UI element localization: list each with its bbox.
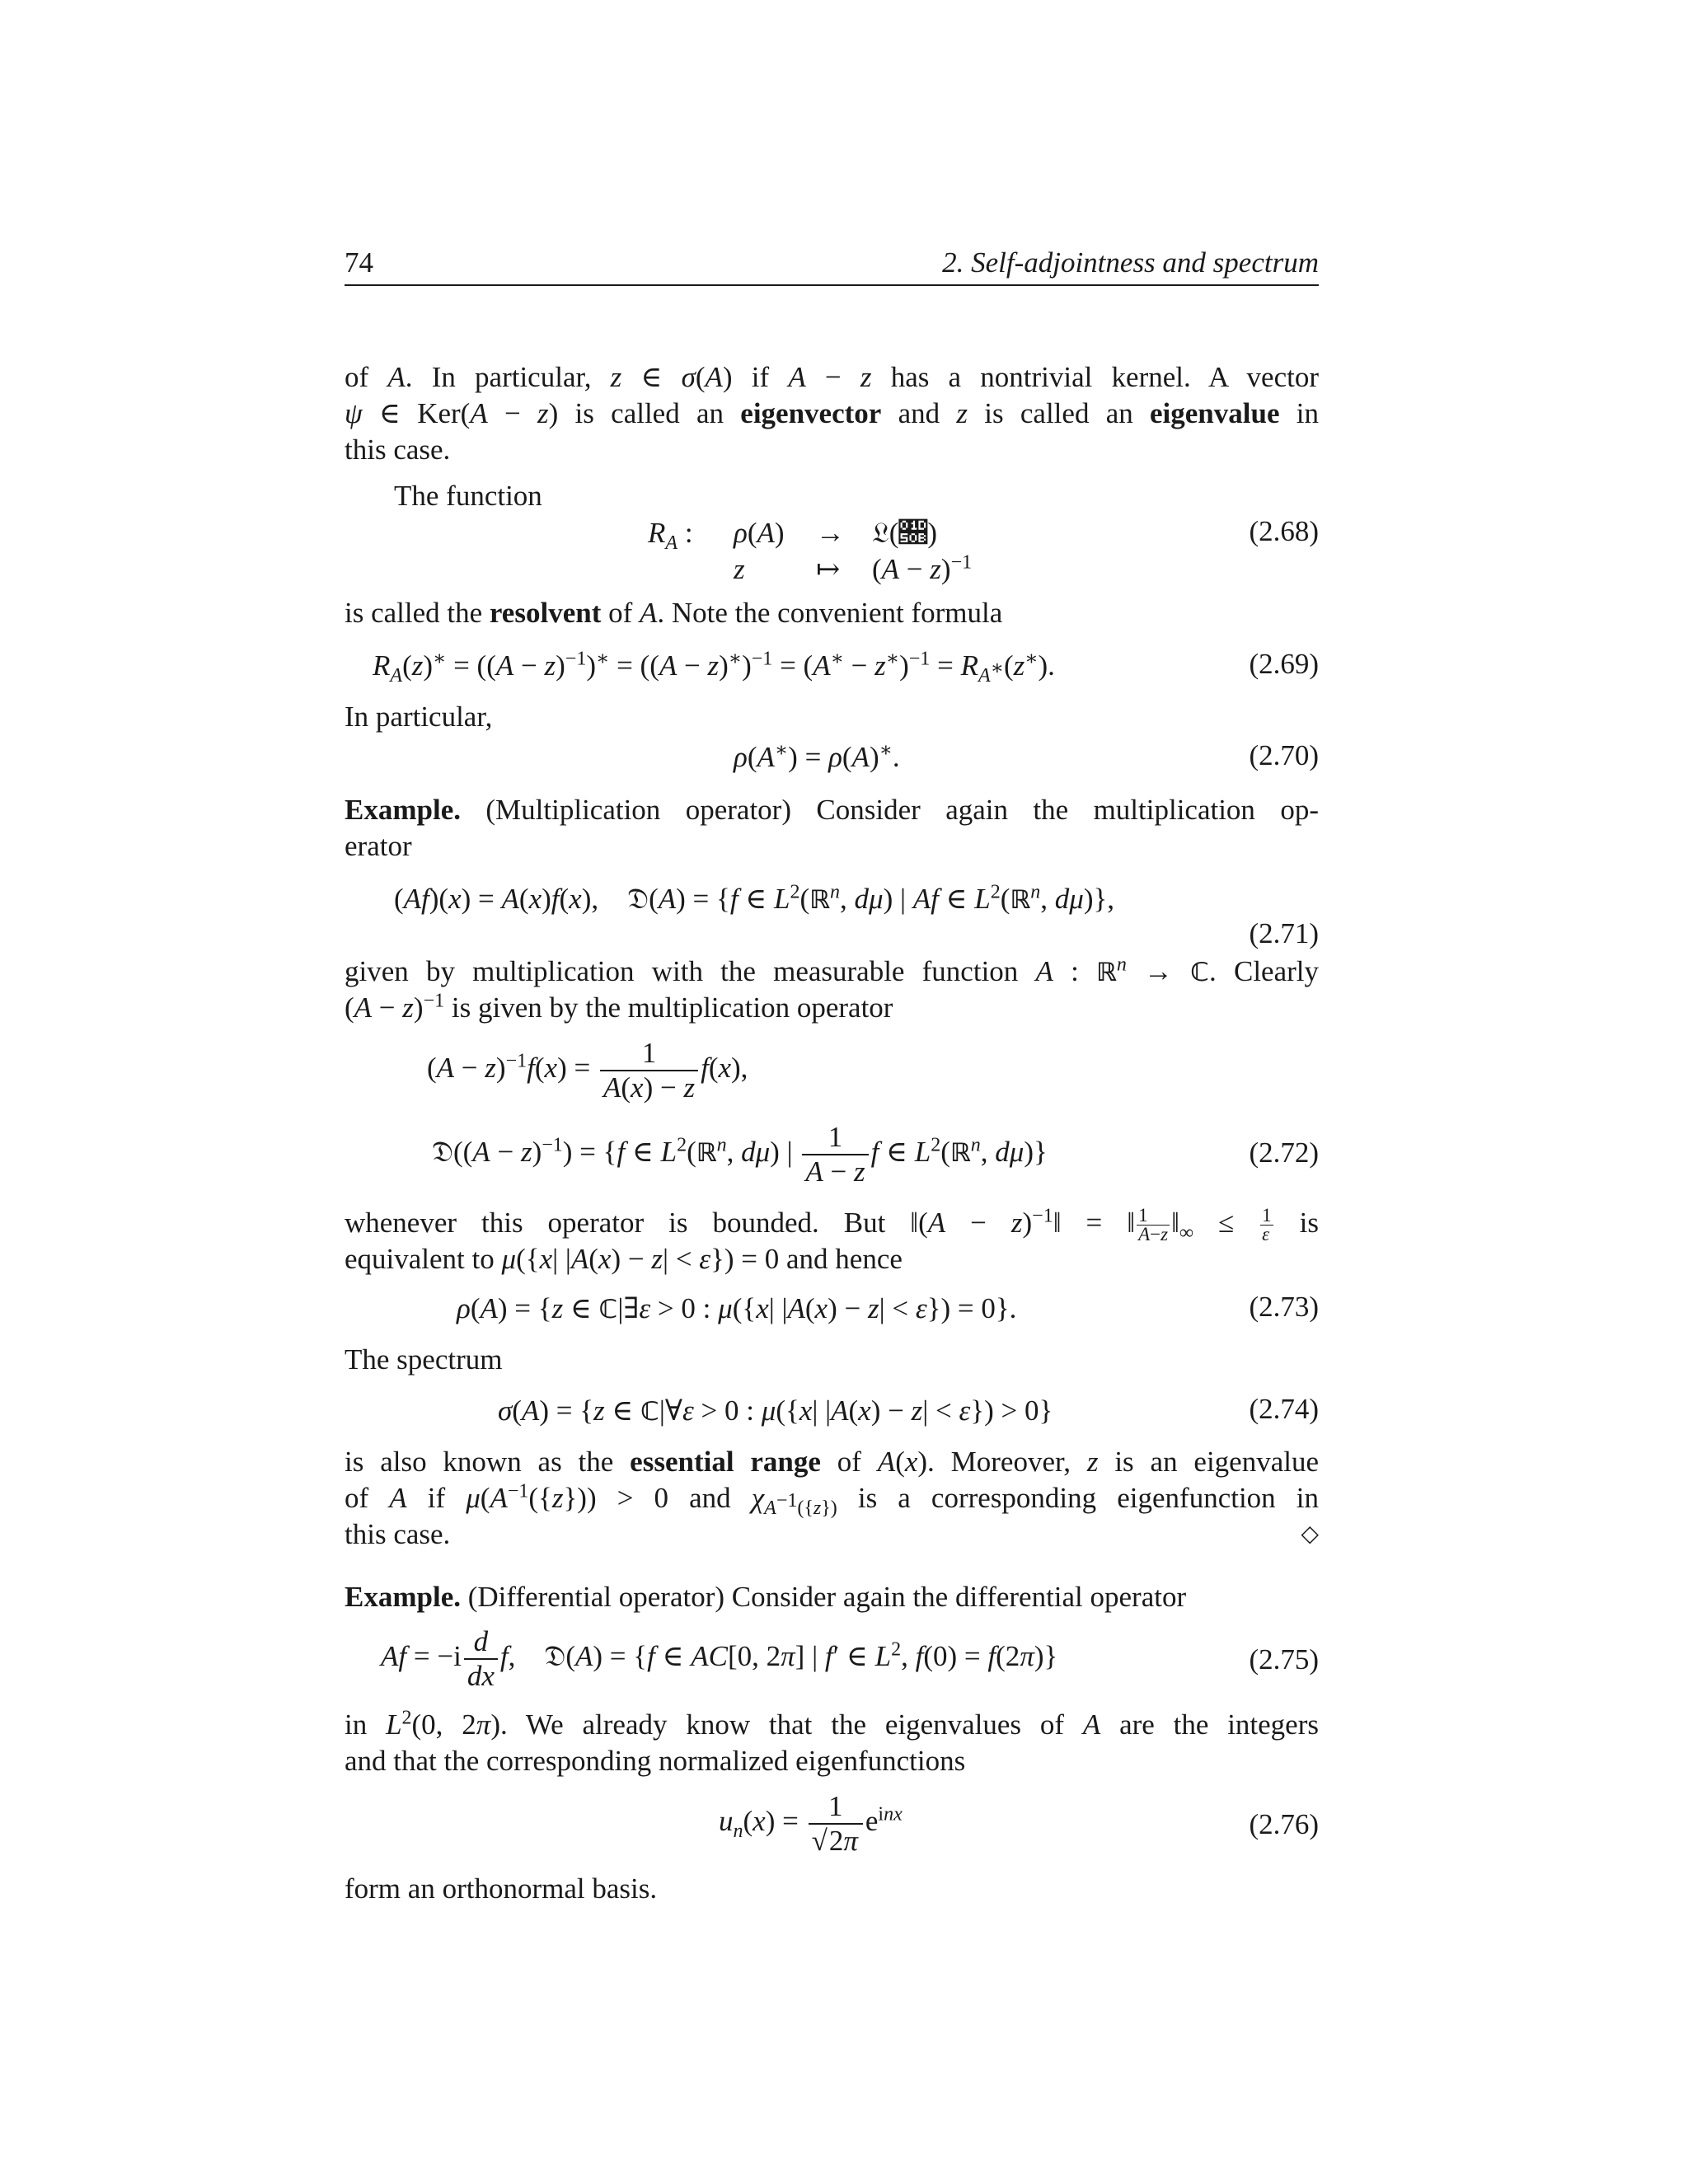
equation-number: (2.76) — [1249, 1808, 1319, 1840]
equation-number: (2.68) — [1249, 515, 1319, 547]
equation-2-71: (Af)(x) = A(x)f(x), 𝔇(A) = {f ∈ $L^2(ℝ^n$, dμ) | Af ∈ $L^2(ℝ^n$, dμ)}, — [394, 881, 1115, 916]
equation-number: (2.74) — [1249, 1393, 1319, 1425]
paragraph-line: in $L^2(0$, 2π). We already know that the eigenvalues of A are the integers — [345, 1707, 1319, 1741]
paragraph-line: is called the resolvent of A. Note the convenient formula — [345, 597, 1003, 629]
equation-2-74: σ(A) = {z ∈ ℂ|∀ε > 0 : μ({x| |A(x) − z| < ε}) > 0} — [498, 1394, 1053, 1427]
equation-number: (2.75) — [1249, 1643, 1319, 1675]
paragraph-line: Example. (Multiplication operator) Consider again the multiplication op- — [345, 794, 1319, 826]
paragraph-line: ψ ∈ Ker(A − z) is called an eigenvector and z is called an eigenvalue in — [345, 397, 1319, 429]
term-resolvent: resolvent — [489, 597, 602, 629]
equation-number: (2.73) — [1249, 1291, 1319, 1323]
equation-2-73: ρ(A) = {z ∈ ℂ|∃ε > 0 : μ({x| |A(x) − z| < ε}) = 0}. — [457, 1292, 1017, 1324]
page-number: 74 — [345, 246, 373, 279]
paragraph-line: The spectrum — [345, 1343, 503, 1376]
equation-2-69: $R_A(z)^∗ = ((A - z)^{-1})^∗ = ((A - z)^∗)^{-1} = (A^∗ - z^∗)^{-1} = R_{A^∗}(z^∗)$. — [373, 648, 1055, 687]
equation-number: (2.70) — [1249, 739, 1319, 771]
example-label: Example. — [345, 794, 461, 826]
paragraph-line: this case. — [345, 1518, 451, 1550]
paragraph-line: is also known as the essential range of A(x). Moreover, z is an eigenvalue — [345, 1446, 1320, 1478]
end-of-example-mark: ◇ — [1301, 1521, 1319, 1547]
term-eigenvector: eigenvector — [740, 397, 882, 429]
paragraph-line: this case. — [345, 434, 451, 466]
page: 74 2. Self-adjointness and spectrum of A. In particular, z ∈ σ(A) if A − z has a nontrivial kernel. A vector ψ ∈ Ker(A − z) is called an eigenvector and z is called an eigenvalue in this case. The function $R_A$ : ρ(A) → 𝔏(𝔋) z ↦ $(A - z)^{-1}$ (2.68) is called the resolvent of A. Note the convenient formula $R_A(z)^∗ = ((A - z)^{-1})^∗ = ((A - z)^∗)^{-1} = (A^∗ - z^∗)^{-1} = R_{A^∗}(z^∗)$. (2.69) In particular, ρ(A∗) = ρ(A)∗. (2.70) Example. (Multiplication operator) Consider again the multiplication op- erator (Af)(x) = A(x)f(x), 𝔇(A) = {f ∈ $L^2(ℝ^n$, dμ) | Af ∈ $L^2(ℝ^n$, dμ)}, (2.71) given by multiplication with the measurable function A : ℝ$^n$ → ℂ. Clearly $(A - z)^{-1}$ is given by the multiplication operator $(A - z)^{-1}f(x)$ = $\frac{1}{A(x) - z}$ f(x), 𝔇((A − z)$^{-1}$) = {f ∈ $L^2(ℝ^n$, dμ) | $\frac{1}{A - z}$ f ∈ $L^2(ℝ^n$, dμ)} (2.72) whenever this operator is bounded. But ‖(A − z)$^{-1}$‖ = ‖ $\frac{1}{A-z}$ $‖_\infty$ ≤ $\frac{1}{\varepsilon}$ is equivalent to μ({x| |A(x) − z| < ε}) = 0 and hence ρ(A) = {z ∈ ℂ|∃ε > 0 : μ({x| |A(x) − z| < ε}) = 0}. (2.73) The spectrum σ(A) = {z ∈ ℂ|∀ε > 0 : μ({x| |A(x) − z| < ε}) > 0} (2.74) is also known as the essential range of A(x). Moreover, z is an eigenvalue of A if $\mu(A^{-1}(\{z\})) > 0$ and $\chi_{A^{-1}(\{z\})}$ is a corresponding eigenfunction in this case. ◇ Example. (Differential operator) Consider again the differential operator Af = −i $\frac{d}{dx}$ f, 𝔇(A) = {f ∈ AC[0, 2π] | f′ ∈ $L^2$, f(0) = f(2π)} (2.75) in $L^2(0$, 2π). We already know that the eigenvalues of A are the integers and that the corresponding normalized eigenfunctions $u_n(x)$ = $\frac{1}{√2\pi}$ $e^{inx}$ (2.76) form an orthonormal basis. — [0, 0, 1688, 2184]
equation-2-75: Af = −i $\frac{d}{dx}$ f, 𝔇(A) = {f ∈ AC[0, 2π] | f′ ∈ $L^2$, f(0) = f(2π)} — [381, 1625, 1058, 1692]
paragraph-line: and that the corresponding normalized eigenfunctions — [345, 1745, 966, 1777]
example-label: Example. — [345, 1581, 461, 1613]
running-title: 2. Self-adjointness and spectrum — [942, 246, 1319, 279]
term-eigenvalue: eigenvalue — [1150, 397, 1280, 429]
paragraph-line: given by multiplication with the measurable function A : ℝ$^n$ → ℂ. Clearly — [345, 954, 1319, 987]
paragraph-line: form an orthonormal basis. — [345, 1872, 658, 1905]
paragraph-line: $(A - z)^{-1}$ is given by the multiplication operator — [345, 990, 893, 1024]
equation-2-72-line1: $(A - z)^{-1}f(x)$ = $\frac{1}{A(x) - z}$ f(x), — [427, 1037, 748, 1104]
paragraph-line: The function — [394, 480, 542, 512]
equation-number: (2.71) — [1249, 917, 1319, 949]
paragraph-line: In particular, — [345, 701, 493, 733]
equation-2-70: ρ(A∗) = ρ(A)∗. — [734, 739, 900, 773]
term-essential-range: essential range — [630, 1446, 821, 1478]
paragraph-line: equivalent to μ({x| |A(x) − z| < ε}) = 0 and hence — [345, 1243, 903, 1275]
equation-2-72-line2: 𝔇((A − z)$^{-1}$) = {f ∈ $L^2(ℝ^n$, dμ) | $\frac{1}{A - z}$ f ∈ $L^2(ℝ^n$, dμ)} — [432, 1121, 1048, 1188]
equation-2-76: $u_n(x)$ = $\frac{1}{√2\pi}$ $e^{inx}$ — [719, 1790, 903, 1857]
paragraph-line: erator — [345, 830, 412, 862]
paragraph-line: of A. In particular, z ∈ σ(A) if A − z has a nontrivial kernel. A vector — [345, 361, 1319, 393]
paragraph-line: of A if $\mu(A^{-1}(\{z\})) > 0$ and $\chi_{A^{-1}(\{z\})}$ is a corresponding eigenfunction in — [345, 1480, 1319, 1519]
equation-number: (2.69) — [1249, 648, 1319, 680]
header-rule — [345, 284, 1319, 286]
paragraph-line: Example. (Differential operator) Consider again the differential operator — [345, 1581, 1187, 1613]
equation-number: (2.72) — [1249, 1137, 1319, 1169]
equation-2-68: $R_A$ : — [648, 517, 693, 554]
paragraph-line: whenever this operator is bounded. But ‖(A − z)$^{-1}$‖ = ‖ $\frac{1}{A-z}$ $‖_\infty$ ≤ $\frac{1}{\varepsilon}$ is — [345, 1205, 1320, 1245]
